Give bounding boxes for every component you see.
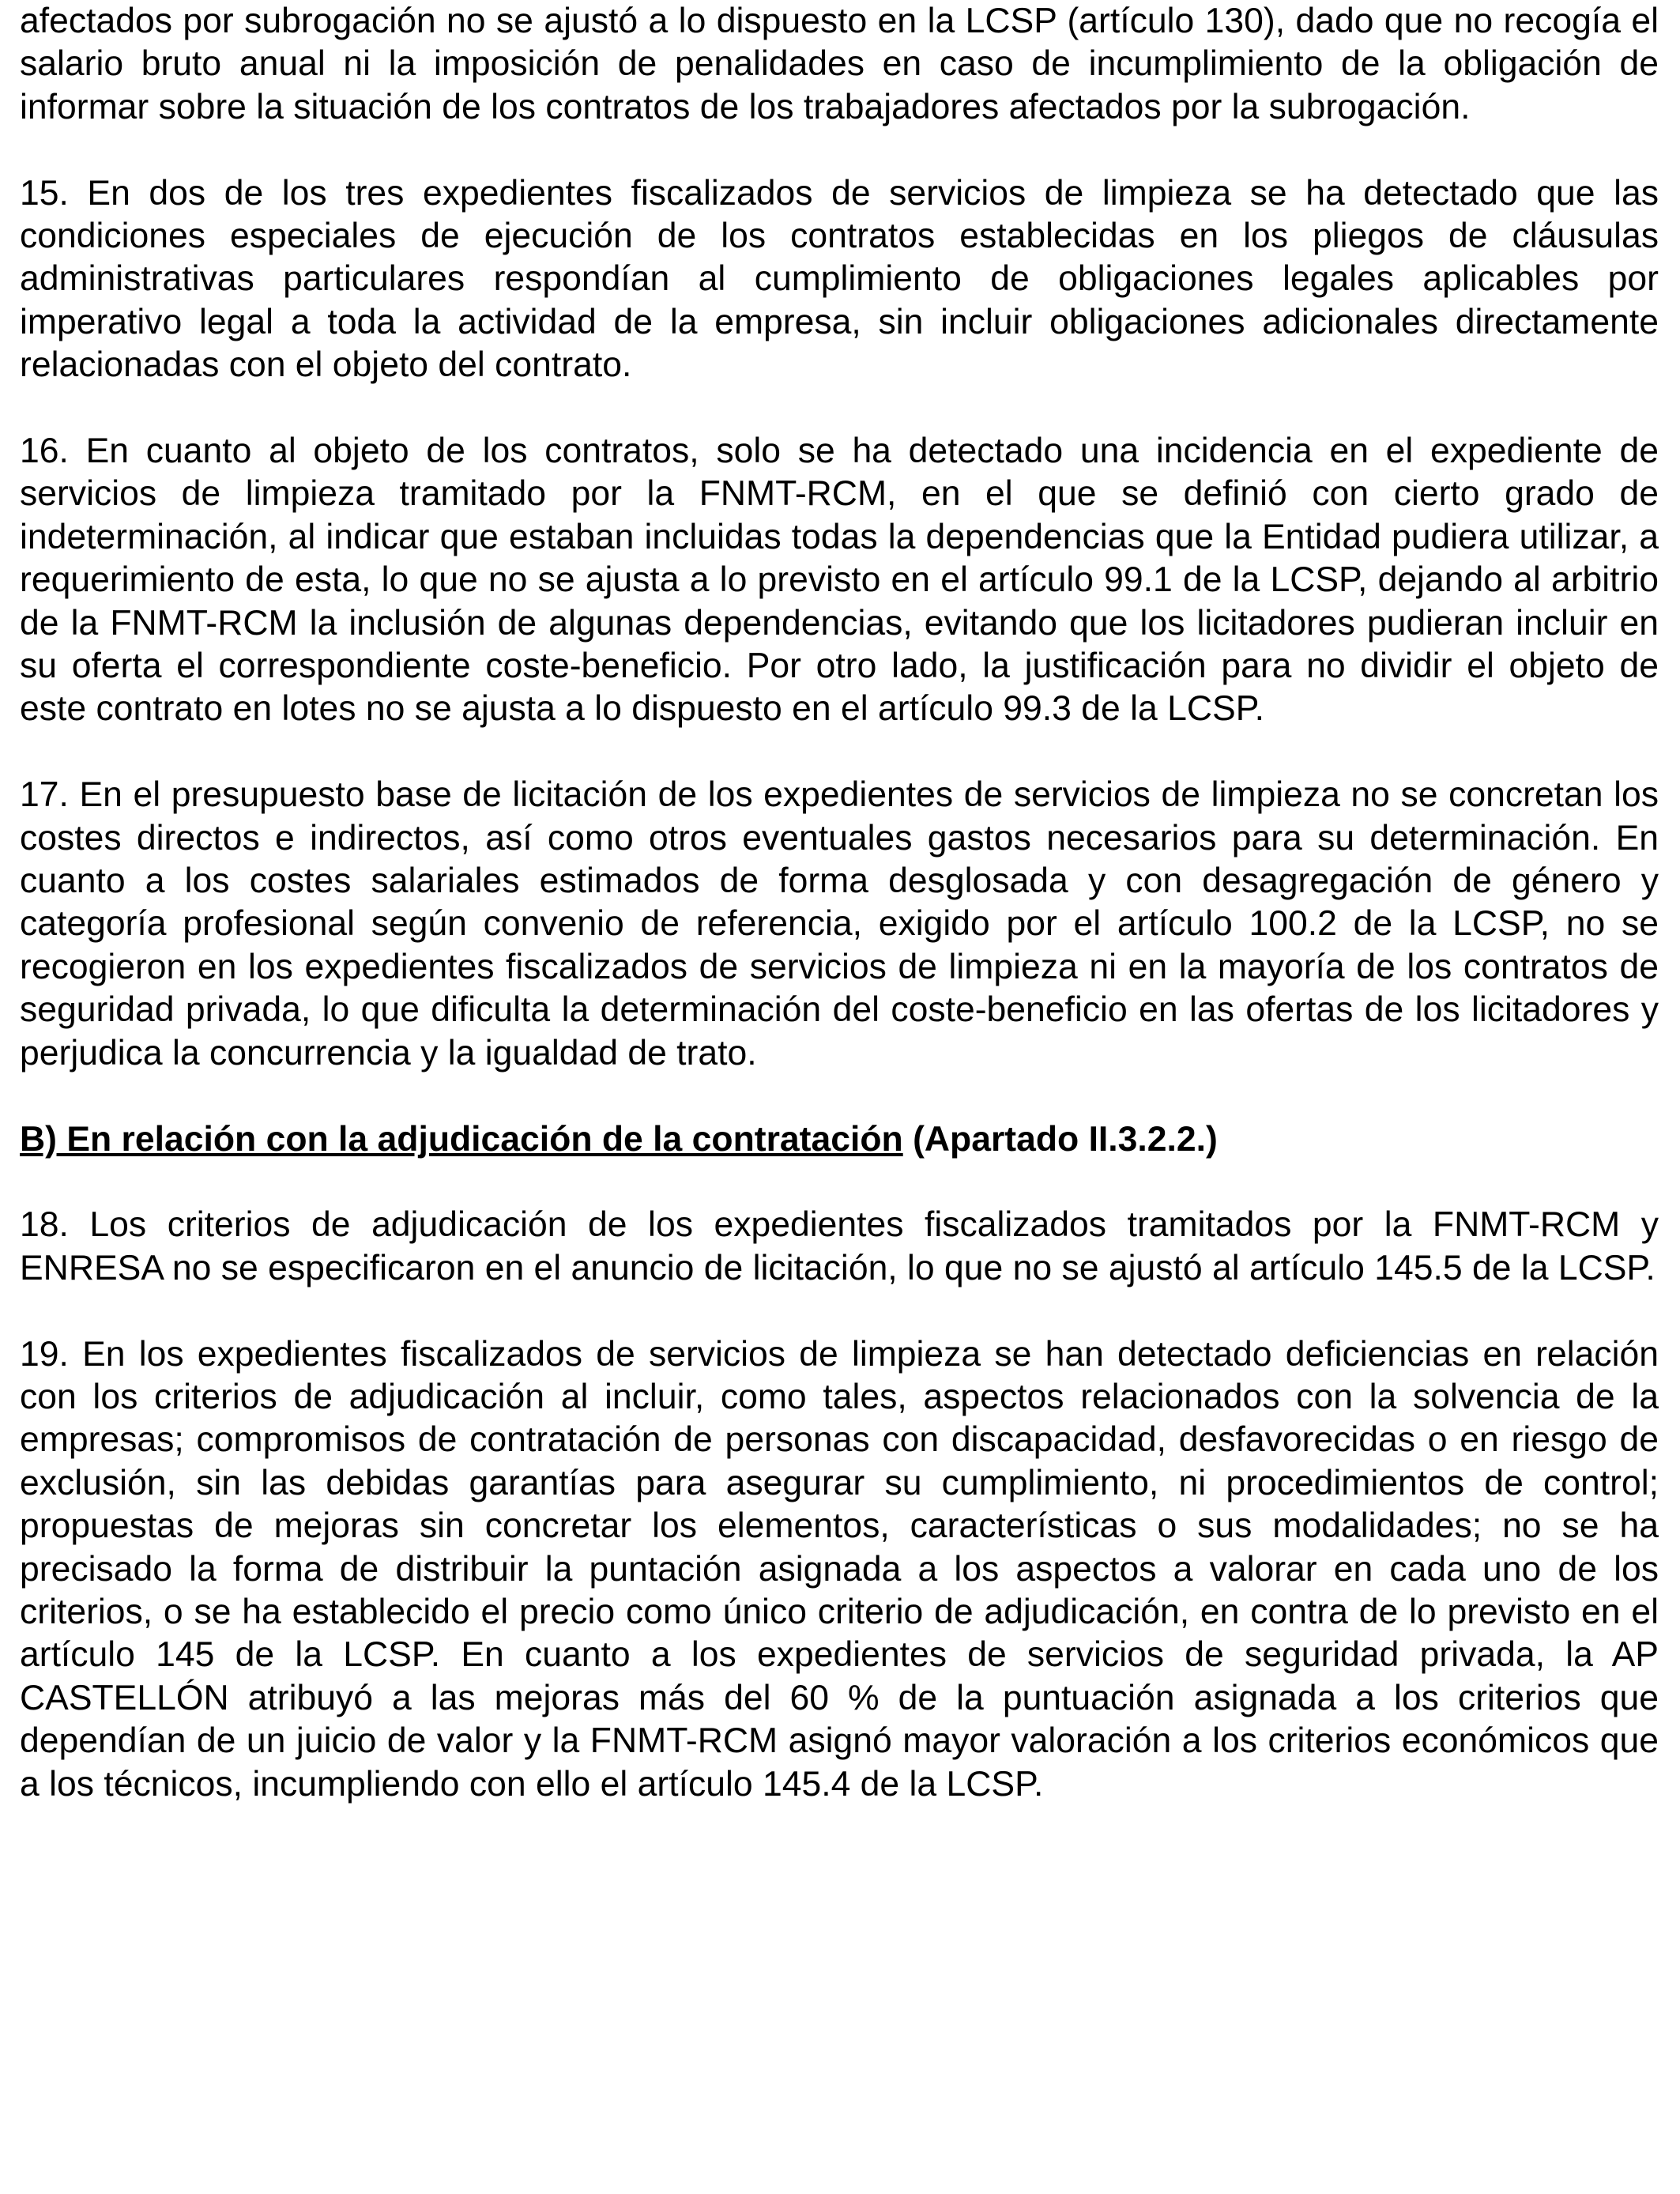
section-b-title: B) En relación con la adjudicación de la contratación <box>20 1119 903 1159</box>
paragraph-gap <box>20 387 1659 430</box>
paragraph-gap <box>20 731 1659 774</box>
paragraph-18: 18. Los criterios de adjudicación de los expedientes fiscalizados tramitados por la FNMT-RCM y ENRESA no se especificaron en el anuncio de licitación, lo que no se ajustó al artículo 145.5 de la LCSP. <box>20 1205 1659 1287</box>
paragraph-gap <box>20 129 1659 172</box>
paragraph-15: 15. En dos de los tres expedientes fiscalizados de servicios de limpieza se ha detectado que las condiciones especiales de ejecución de los contratos establecidas en los pliegos de cláusulas administrativas particulares respondían al cumplimiento de obligaciones legales aplicables por imperativo legal a toda la actividad de la empresa, sin incluir obligaciones adicionales directamente relacionadas con el objeto del contrato. <box>20 173 1659 385</box>
paragraph-16: 16. En cuanto al objeto de los contratos, solo se ha detectado una incidencia en el expediente de servicios de limpieza tramitado por la FNMT-RCM, en el que se definió con cierto grado de indeterminación, al indicar que estaban incluidas todas la dependencias que la Entidad pudiera utilizar, a requerimiento de esta, lo que no se ajusta a lo previsto en el artículo 99.1 de la LCSP, dejando al arbitrio de la FNMT-RCM la inclusión de algunas dependencias, evitando que los licitadores pudieran incluir en su oferta el correspondiente coste-beneficio. Por otro lado, la justificación para no dividir el objeto de este contrato en lotes no se ajusta a lo dispuesto en el artículo 99.3 de la LCSP. <box>20 432 1659 729</box>
document-page <box>20 0 1659 1806</box>
paragraph-gap <box>20 1161 1659 1204</box>
paragraph-gap <box>20 1075 1659 1118</box>
paragraph-gap <box>20 1290 1659 1333</box>
section-b-heading <box>20 1118 1659 1161</box>
paragraph-14-continuation: afectados por subrogación no se ajustó a lo dispuesto en la LCSP (artículo 130), dado que no recogía el salario bruto anual ni la imposición de penalidades en caso de incumplimiento de la obligación de informar sobre la situación de los contratos de los trabajadores afectados por la subrogación. <box>20 2 1659 126</box>
paragraph-17: 17. En el presupuesto base de licitación de los expedientes de servicios de limpieza no se concretan los costes directos e indirectos, así como otros eventuales gastos necesarios para su determinación. En cuanto a los costes salariales estimados de forma desglosada y con desagregación de género y categoría profesional según convenio de referencia, exigido por el artículo 100.2 de la LCSP, no se recogieron en los expedientes fiscalizados de servicios de limpieza ni en la mayoría de los contratos de seguridad privada, lo que dificulta la determinación del coste-beneficio en las ofertas de los licitadores y perjudica la concurrencia y la igualdad de trato. <box>20 775 1659 1072</box>
section-b-reference: (Apartado II.3.2.2.) <box>902 1119 1218 1159</box>
paragraph-19: 19. En los expedientes fiscalizados de servicios de limpieza se han detectado deficiencias en relación con los criterios de adjudicación al incluir, como tales, aspectos relacionados con la solvencia de la empresas; compromisos de contratación de personas con discapacidad, desfavorecidas o en riesgo de exclusión, sin las debidas garantías para asegurar su cumplimiento, ni procedimientos de control; propuestas de mejoras sin concretar los elementos, características o sus modalidades; no se ha precisado la forma de distribuir la puntación asignada a los aspectos a valorar en cada uno de los criterios, o se ha establecido el precio como único criterio de adjudicación, en contra de lo previsto en el artículo 145 de la LCSP. En cuanto a los expedientes de servicios de seguridad privada, la AP CASTELLÓN atribuyó a las mejoras más del 60 % de la puntuación asignada a los criterios que dependían de un juicio de valor y la FNMT-RCM asignó mayor valoración a los criterios económicos que a los técnicos, incumpliendo con ello el artículo 145.4 de la LCSP. <box>20 1334 1659 1804</box>
